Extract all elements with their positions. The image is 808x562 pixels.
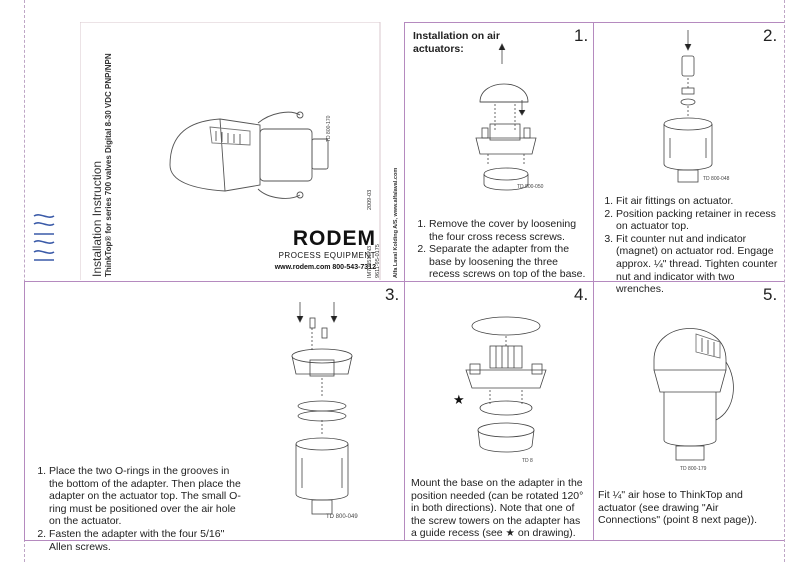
panel-4-image-label: TD 8 [522, 458, 533, 464]
fold-line [784, 0, 785, 562]
panel-4-illustration [450, 300, 560, 470]
panel-2-step: 3. Fit counter nut and indicator (magnet) on actuator rod. Engage approx. ¼" thread. Tighten counter nut and indicator with two wrenches. [616, 233, 782, 296]
panel-2-number: 2. [763, 26, 778, 45]
alfa-laval-logo [30, 210, 58, 266]
panel-3-text [31, 465, 243, 553]
panel-4-text: Mount the base on the adapter in the position needed (can be rotated 120° in both directions). Note that one of the screw towers on the adapter has a guide recess (see ★ on drawing). [411, 477, 584, 540]
panel-3-number: 3. [385, 285, 400, 304]
rodem-contact: www.rodem.com 800-543-7312 [274, 264, 376, 271]
cover-title: Installation Instruction [90, 160, 104, 277]
cover-subtitle: ThinkTop® for series 700 valves Digital 8-30 VDC PNP/NPN [104, 53, 113, 277]
rodem-brand-line: PROCESS EQUIPMENT [278, 251, 376, 260]
panel-2-step: 2. Position packing retainer in recess on actuator top. [616, 208, 782, 233]
panel-2-step: 1. Fit air fittings on actuator. [616, 195, 782, 208]
panel-5-illustration [640, 300, 740, 470]
panel-3-step: 2. Fasten the adapter with the four 5/16" Allen screws. [49, 528, 243, 553]
thinktop-cover-illustration [150, 105, 340, 205]
panel-2-text [598, 195, 782, 296]
panel-2-illustration [660, 28, 740, 188]
doc-number: 9611-95-0175 [375, 244, 381, 278]
panel-1-step: 1. Remove the cover by loosening the four cross recess screws. [429, 218, 589, 243]
rodem-brand: RODEM [292, 227, 376, 250]
panel-3-illustration [282, 298, 372, 528]
panel-1-heading: Installation on air actuators: [413, 30, 500, 55]
panel-1-step: 2. Separate the adapter from the base by loosening the three recess screws on top of the base. [429, 243, 589, 281]
guide-recess-star-icon: ★ [453, 392, 465, 407]
panel-5-number: 5. [763, 285, 778, 304]
grid-divider [24, 281, 25, 540]
panel-4-number: 4. [574, 285, 589, 304]
grid-divider [404, 22, 784, 23]
panel-3-step: 1. Place the two O-rings in the grooves in the bottom of the adapter. Then place the adapter on the actuator top. The small O-ring must be positioned over the air hole on the actuator. [49, 465, 243, 528]
doc-code: IM70851EN3 [367, 245, 373, 278]
doc-date: 2009-03 [367, 189, 373, 210]
panel-1-illustration [460, 42, 560, 192]
company-line: Alfa Laval Kolding A/S, www.alfalaval.com [393, 167, 399, 278]
panel-3-image-label: TD 800-049 [326, 514, 358, 520]
cover-image-label: TD 800-170 [326, 115, 332, 142]
panel-1-text [411, 218, 589, 281]
panel-5-text: Fit ¼" air hose to ThinkTop and actuator (see drawing "Air Connections" (point 8 next page)). [598, 489, 757, 527]
rodem-logo-block [256, 228, 376, 271]
panel-5-image-label: TD 800-179 [680, 466, 707, 472]
panel-1-number: 1. [574, 26, 589, 45]
panel-2-image-label: TD 800-048 [703, 176, 730, 182]
panel-1-image-label: TD 800-050 [517, 184, 544, 190]
